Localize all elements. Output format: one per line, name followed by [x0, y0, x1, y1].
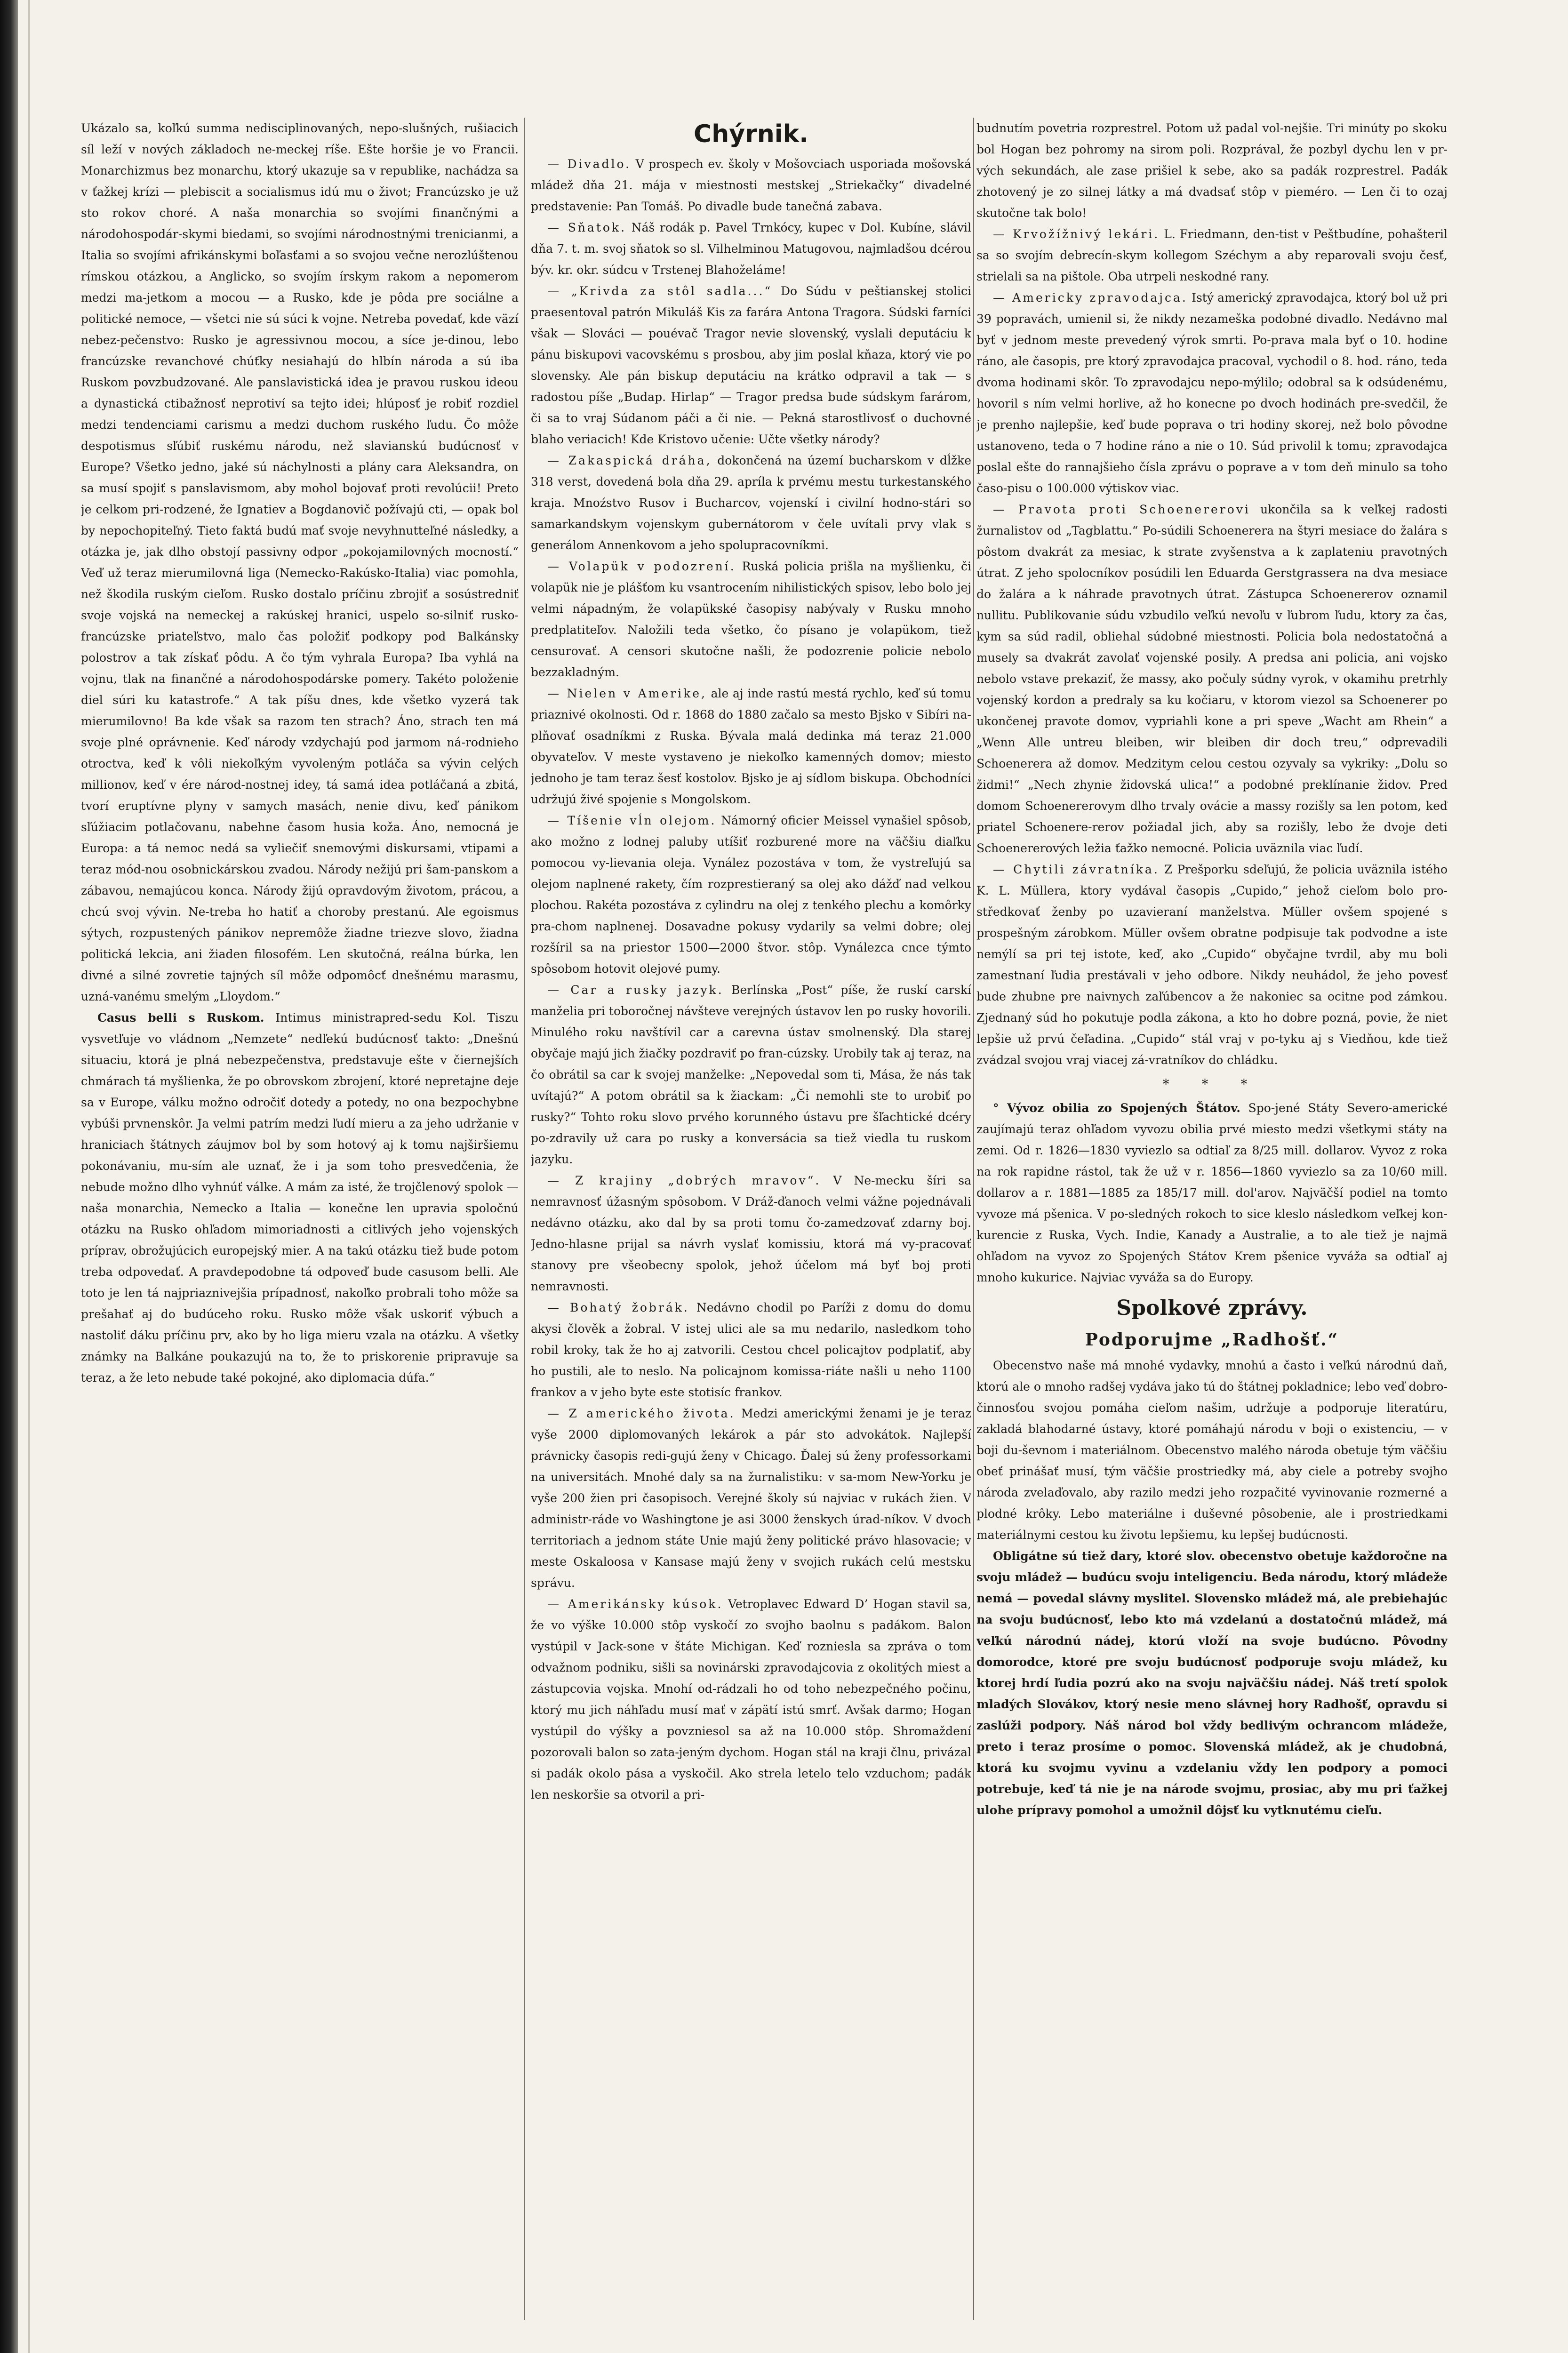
article-radhost-paragraph-1: Obecenstvo naše má mnohé vydavky, mnohú a často i veľkú národnú daň, ktorú ale o mnoho radšej vydáva jako tú do štátnej pokladnice; lebo veď dobro-činnosťou svojou pomáha cieľom našim, udržuje a podporuje literatúru, zakladá blahodarné ústavy, ktoré pomáhajú národu v boji o existenciu, — v boji du-ševnom i materiálnom. Obecenstvo malého národa obetuje tým väčšiu obeť prinášať musí, tým väčšie prostriedky má, aby ciele a potreby svojho národa zvelaďovalo, aby razilo medzi jeho rozpačité vyvinovanie rozmerné a plodné krôky. Lebo materiálne i duševné pôsobenie, ale i prostriedkami materiálnymi cestou ku životu lepšiemu, ku lepšej budúcnosti. — [976, 1359, 1448, 1542]
news-item-text: Medzi americkými ženami je je teraz vyše 2000 diplomovaných lekárok a pár sto advokátok. Najlepší právnicky časopis redi-gujú ženy v Chicago. Ďalej sú ženy professorkami na universitách. Mnohé daly sa na žurnalistiku: v sa-mom New-Yorku je vyše 200 žien pri časopisoch. Verejné školy sú najviac v rukách žien. V administr-ráde vo Washingtone je asi 3000 ženskych úrad-níkov. V dvoch territoriach a jednom státe Unie majú ženy politické právo hlasovacie; v meste Oskaloosa v Kansase majú ženy v svojich rukách celú mestsku správu. — [531, 1407, 971, 1590]
news-item-lead: — Volapük v podozrení. — [547, 560, 736, 573]
article-casus-belli-heading: Casus belli s Ruskom. — [97, 1011, 264, 1024]
news-item — [531, 556, 971, 683]
news-item-text: Náš rodák p. Pavel Trnkócy, kupec v Dol. Kubíne, slávil dňa 7. t. m. svoj sňatok so sl. Vilhelminou Matugovou, najmladšou dcérou býv. kr. okr. súdcu v Trstenej Blahoželáme! — [531, 221, 971, 277]
column-rule-1 — [524, 118, 525, 2320]
news-item — [531, 153, 971, 217]
news-item — [531, 1593, 971, 1805]
news-item-lead: — Z krajiny „dobrých mravov“. — [547, 1174, 821, 1187]
news-item-lead: — Car a rusky jazyk. — [547, 983, 724, 997]
article-radhost-paragraph-2: Obligátne sú tiež dary, ktoré slov. obecenstvo obetuje každoročne na svoju mládež — budúcu svoju inteligenciu. Beda národu, ktorý mládeže nemá — povedal slávny myslitel. Slovensko mládež má, ale prebiehajúc na svoju budúcnosť, lebo kto má vzdelanú a dostatočnú mládež, má veľkú národnú nádej, ktorú vloží na svoje budúcno. Pôvodny domorodce, ktoré pre svoju budúcnosť podporuje svoju mládež, ku ktorej hrdí ľudia pozrú ako na svoju najväčšiu nádej. Náš tretí spolok mladých Slovákov, ktorý nesie meno slávnej hory Radhošť, opravdu si zaslúži podpory. Náš národ bol vždy bedlivým ochrancom mládeže, preto i teraz prosíme o pomoc. Slovenská mládež, ak je chudobná, ktorá ku svojmu vyvinu a vzdelaniu vždy len podpory a pomoci potrebuje, keď tá nie je na národe svojmu, prosiac, aby mu pri ťažkej ulohe prípravy pomohol a umožnil dôjsť ku vytknutému cieľu. — [976, 1549, 1448, 1817]
column-rule-2 — [973, 118, 974, 2320]
section-title-spolkove-zpravy: Spolkové zprávy. — [1116, 1296, 1308, 1320]
news-item-text: V Ne-mecku šíri sa nemravnosť úžasným spôsobom. V Dráž-ďanoch velmi vážne pojednávali nedávno otázku, ako dal by sa proti tomu čo-zamedzovať zdarny boj. Jedno-hlasne prijal sa návrh vyslať komissiu, ktorá má vy-pracovať stanovy pre všeobecny spolok, jehož účelom má byť boj proti nemravnosti. — [531, 1174, 971, 1293]
article-casus-belli-text: Intimus ministrapred-sedu Kol. Tiszu vysvetľuje vo vládnom „Nemzete“ nedľekú budúcnosť takto: „Dnešnú situaciu, ktorá je plná nebezpečenstva, predstavuje ešte v čiernejších chmárach tá myšlienka, že po obrovskom zbrojení, ktoré nepretajne deje sa v Europe, válku možno odročiť dotedy a potedy, no ona bezpochybne vybúši prvnenskôr. Ja velmi patrím medzi ľudí mieru a za jeho udržanie v hraniciach štátnych záujmov bol by som hotový aj k tomu najširšiemu pokonávaniu, mu-sím ale uznať, že i ja som toho presvedčenia, že nebude možno dlho vyhnúť válke. A mám za isté, že trojčlenový spolok — naša monarchia, Nemecko a Italia — konečne len upravia spoločnú otázku na Rusko ohľadom mimoriadnosti a citlivých jeho vojenských príprav, obrožujúcich europejský mier. A na takú otázku tiež bude potom treba odpovedať. A pravdepodobne tá odpoveď bude casusom belli. Ale toto je len tá najpriaznivejšia prípadnosť, nakoľko probrali toho môže sa prešahať aj do budúceho roku. Rusko môže však uskoriť výbuch a nastoliť dáku príčinu prv, ako by ho liga mieru vzala na otázku. A všetky známky na Balkáne poukazujú na to, že to priskorenie pripravuje sa teraz, a že leto nebude také pokojné, ako diplomacia dúfa.“ — [81, 1011, 519, 1385]
news-item-text: V prospech ev. školy v Mošovciach usporiada mošovská mládež dňa 21. mája v miestnosti mestskej „Striekačky“ divadelné predstavenie: Pan Tomáš. Po divadle bude tanečná zabava. — [531, 157, 971, 213]
news-item-text: Berlínska „Post“ píše, že ruskí carskí manželia pri toboročnej návšteve verejných ústavov len po rusky hovorili. Minulého roku navštívil car a carevna ústav smolnenský. Dla starej obyčaje majú jich žiačky pozdraviť po fran-cúzsky. Urobily tak aj teraz, na čo obrátil sa car k svojej manželke: „Nepovedal som ti, Mása, že nás tak uvítajú?“ A potom obrátil sa k žiackam: „Či nemohli ste to urobiť po rusky?“ Tohto roku slovo prvého korunného ústavu pre šľachtické dcéry po-zdravily už cara po rusky a konversácia sa tiež viedla tu ruskom jazyku. — [531, 983, 971, 1166]
news-item-text: Do Súdu v peštianskej stolici praesentoval patrón Mikuláš Kis za farára Antona Tragora. Súdski farníci však — Slováci — pouévač Tragor nevie slovenský, vyslali deputáciu k pánu biskupovi vacovskému s prosbou, aby jim poslal kňaza, ktorý vie po slovensky. Ale pán biskup deputáciu na krátko odpravil a tak — s radostou píše „Budap. Hirlap“ — Tragor predsa bude súdskym farárom, či sa to vraj Súdanom páči a či nie. — Pekná starostlivosť o duchovné blaho veriacich! Kde Kristovo učenie: Učte všetky národy? — [531, 284, 971, 446]
news-item-lead: — Tíšenie vĺn olejom. — [547, 814, 717, 827]
news-item — [531, 1403, 971, 1593]
news-items-middle — [531, 153, 971, 1805]
news-item — [976, 287, 1448, 499]
section-title-chyrnik: Chýrnik. — [694, 120, 808, 148]
news-item — [531, 979, 971, 1170]
news-item-lead: — Pravota proti Schoenererovi — [993, 503, 1250, 516]
news-item-text: Istý americký zpravodajca, ktorý bol už pri 39 popravách, umienil si, že nikdy nezameška podobné divadlo. Nedávno mal byť v jednom meste prevedený výrok smrti. Po-prava mala byť o 10. hodine ráno, ale časopis, pre ktorý zpravodajca pracoval, vychodil o 8. hod. ráno, teda dvoma hodinami skôr. To zpravodajcu nepo-mýlilo; odobral sa k odsúdenému, hovoril s ním velmi horlive, až ho konecne po dvoch hodinách pre-svedčil, že je prenho najlepšie, keď bude poprava o tri hodiny skorej, než bolo pôvodne ustanoveno, teda o 7 hodine ráno a nie o 10. Súd privolil k tomu; zpravodajca poslal ešte do rannajšieho čísla zprávu o poprave a v tom deň minulo sa toho časo-pisu o 100.000 výtiskov viac. — [976, 291, 1448, 495]
scan-margin-line — [28, 0, 30, 2353]
article-continuation: Ukázalo sa, koľkú summa nedisciplinovaných, nepo-slušných, rušiacich síl leží v nových základoch ne-meckej ríše. Ešte horšie je vo Francii. Monarchizmus bez monarchu, ktorý ukazuje sa v republike, nachádza sa v ťažkej krízi — plebiscit a socialismus idú mu o život; Francúzsko je už sto rokov choré. A naša monarchia so svojími finančnými a národohospodár-skymi biedami, so svojími národnostnými trenicianmi, a Italia so svojími afrikánskymi boľasťami a so svojou večne nerozlúštenou rímskou otázkou, a Anglicko, so svojím írskym rakom a nepomerom medzi ma-jetkom a mocou — a Rusko, kde je pôda pre sociálne a politické nemoce, — všetci nie sú súci k vojne. Netreba povedať, kde väzí nebez-pečenstvo: Rusko je agressivnou mocou, a síce je-dinou, lebo francúzske revanchové chúťky nesiahajú do hlbín národa a sú iba Ruskom povzbudzované. Ale panslavistická idea je pravou ruskou ideou a dynastická ctibažnosť neprotiví sa tejto idei; hlúposť je robiť rozdiel medzi tendenciami carismu a medzi duchom ruského ľudu. Čo môže despotismus sľúbiť ruskému národu, než slavianskú budúcnosť v Europe? Všetko jedno, jaké sú náchylnosti a plány cara Aleksandra, on sa musí spojiť s panslavismom, aby mohol bojovať proti revolúcii! Preto je celkom pri-rodzené, že Ignatiev a Bogdanovič požívajú cti, — opak bol by nepochopiteľný. Tieto faktá budú mať svoje nevyhnutteľné následky, a otázka je, jak dlho obstojí passivny odpor „pokojamilovných mocností.“ Veď už teraz mierumilovná liga (Nemecko-Rakúsko-Italia) viac pomohla, než škodila ruským cieľom. Rusko dostalo príčinu zbrojiť a sosústredniť svoje vojská na nemeckej a rakúskej hranici, uspelo so-silniť rusko-francúzske priateľstvo, malo čas položiť podkopy pod Balkánsky polostrov a tak získať pôdu. A čo tým vyhrala Europa? Iba vyhlá na vojnu, tlak na finančné a národohospodárske pomery. Takéto položenie diel súri ku katastrofe.“ A tak píšu dnes, kde všetko vyzerá tak mierumilovno! Ba kde však sa razom ten strach? Áno, strach ten má svoje plné oprávnenie. Keď národy vzdychajú pod jarmom ná-rodnieho otroctva, keď k vôli niekoľkým vyvoleným potláča sa vývin celých millionov, keď v ére národ-nostnej idey, tá samá idea potláčaná a zbitá, tvorí eruptívne plyny v samych masách, nenie divu, keď pánikom sľúžiacim potlačovanu, nabehne časom husia koža. Áno, nemocná je Europa: a tá nemoc nedá sa vyliečiť snemovými diskursami, vtipami a teraz mód-nou osobnickárskou zvadou. Národy nežijú pri šam-panskom a zábavou, nemajúcou konca. Národy žijú opravdovým životom, prácou, a chcú svoj vývin. Ne-treba ho hatiť a choroby prestanú. Ale egoismus sýtych, rozpustených pánikov nepremôže žiadne triezve slovo, žiadna politická lekcia, ani žiaden filosofém. Len skutočná, reálna búrka, len divné a silné zovretie tajných síl môže odpomôcť dnešnému marasmu, uzná-vanému smelým „Lloydom.“ — [81, 121, 519, 1003]
book-binding-edge — [0, 0, 18, 2353]
news-item-text: L. Friedmann, den-tist v Peštbudíne, pohašteril sa so svojím debrecín-skym kollegom Széchym a aby reparovali svoju česť, strielali sa na pištole. Oba utrpeli neskodné rany. — [976, 227, 1448, 283]
news-item — [531, 1297, 971, 1403]
news-item-text: ale aj inde rastú mestá rychlo, keď sú tomu priaznivé okolnosti. Od r. 1868 do 1880 začalo sa mesto Bjsko v Sibíri na-plňovať osadníkmi z Ruska. Bývala malá dedinka má teraz 21.000 obyvateľov. V meste vystaveno je niekoľko kamenných domov; miesto jednoho je tam teraz šesť kostolov. Bjsko je aj sídlom biskupa. Obchodníci udržujú živé spojenie s Mongolskom. — [531, 687, 971, 806]
news-item-lead: — Americky zpravodajca. — [993, 291, 1188, 304]
news-item-lead: — „Krivda za stôl sadla...“ — [547, 284, 773, 298]
news-item-lead: — Nielen v Amerike, — [547, 687, 707, 700]
news-item-text: Ruská policia prišla na myšlienku, či volapük nie je plášťom ku vsantrocením nihilistických spisov, lebo bolo jej velmi nápadným, že volapükské časopisy nabývaly v Rusku mnoho predplatiteľov. Naložili teda všetko, čo písano je volapükom, tiež censurovať. A censori skutočne našli, že podozrenie policie nebolo bezzakladným. — [531, 560, 971, 679]
news-item-lead: — Divadlo. — [547, 157, 632, 171]
news-item-lead: — Chytili závratníka. — [993, 863, 1160, 876]
news-item-lead: — Z amerického života. — [547, 1407, 736, 1420]
news-item-text: Nedávno chodil po Paríži z domu do domu akysi člověk a žobral. V istej ulici ale sa mu nedarilo, nasledkom toho robil kroky, tak že ho aj zatvorili. Cestou chcel policajtov podplatiť, aby ho pustili, ale to neslo. Na policajnom komissa-riáte našli u neho 1100 frankov a v jeho byte este stotisíc frankov. — [531, 1301, 971, 1399]
news-item — [976, 859, 1448, 1071]
news-item — [976, 224, 1448, 287]
news-item-lead: — Krvožížnivý lekári. — [993, 227, 1160, 241]
section-separator-stars: * * * — [1162, 1076, 1262, 1092]
news-item-text: Z Prešporku sdeľujú, že policia uväznila istého K. L. Müllera, ktory vydával časopis „Cupido,“ jehož cieľom bolo pro-středkovať ženby po uzavieraní manželstva. Müller ovšem spojené s prospešným zárobkom. Müller ovšem obratne podpisuje tak podvodne a iste nemýlí sa pri tej istote, keď, ako „Cupido“ obyčajne tvrdil, aby mu boli zamestnaní ľudia prestávali v jeho odbore. Nikdy neuhádol, že jeho povesť bude zhubne pre naivnych zaľúbencov a že nakoniec sa ocitne pod zámkou. Zjednaný súd ho pokutuje podla zákona, a kto ho dobre pozná, povie, že niet lepšie už prvú čeľadina. „Cupido“ stál vraj v po-tyku aj s Viedňou, kde tiež zvádzal svojou vraj viacej zá-vratníkov do chládku. — [976, 863, 1448, 1067]
news-items-right — [976, 224, 1448, 1071]
article-grain-export-text: Spo-jené Státy Severo-americké zaujímajú teraz ohľadom vyvozu obilia prvé miesto medzi všetkymi státy na zemi. Od r. 1826—1830 vyviezlo sa odtiaľ za 8/25 mill. dollarov. Vyvoz z roka na rok rapidne rástol, tak že už v r. 1856—1860 vyviezlo sa za 10/60 mill. dollarov a r. 1881—1885 za 185/17 mill. dol'arov. Najväčší podiel na tomto vyvoze má pšenica. V po-sledných rokoch to sice kleslo následkom veľkej kon-kurencie z Ruska, Vych. Indie, Kanady a Australie, a to ale tiež je najmä ohľadom na vyvoz zo Spojených Státov Krem pšenice vyváža sa odtiaľ aj mnoho kukurice. Najviac vyváža sa do Europy. — [976, 1101, 1448, 1284]
news-item — [531, 280, 971, 450]
article-grain-export — [976, 1097, 1448, 1288]
news-item-lead: — Amerikánsky kúsok. — [547, 1597, 723, 1611]
section-subtitle-radhost: Podporujme „Radhošť.“ — [1085, 1330, 1339, 1350]
news-item — [531, 1170, 971, 1297]
news-item — [976, 499, 1448, 859]
news-item-lead: — Zakaspická dráha, — [547, 454, 712, 467]
news-item-text: Námorný oficier Meissel vynašiel spôsob, ako možno z lodnej paluby utíšiť rozburené more na väčšiu diaľku pomocou vy-lievania oleja. Vynález pozostáva v tom, že vystreľujú sa olejom naplnené rakety, čím rozprestieraný sa olej ako dážď nad velkou plochou. Rakéta pozostáva z cylindru na olej z tenkého plechu a komôrky pra-chom naplnenej. Dosavadne pokusy vydarily sa velmi dobre; olej rozšíril sa na priestor 1500—2000 štvor. stôp. Vynálezca cnce týmto spôsobom hotovit olejové pumy. — [531, 814, 971, 976]
column-right — [976, 118, 1448, 2329]
article-casus-belli — [81, 1007, 519, 1388]
column-middle — [531, 118, 971, 2329]
news-item-text: dokončená na území bucharskom v dĺžke 318 verst, dovedená bola dňa 29. apríla k prvému mestu turkestanského kraja. Mnoźstvo Rusov i Bucharcov, vojenskí i civilní hodno-stári so samarkandskym vojenskym gubernátorom v čele uvítali prvy vlak s generálom Annenkovom a jeho spolupracovníkmi. — [531, 454, 971, 552]
column-left — [81, 118, 519, 2329]
news-item — [531, 217, 971, 280]
news-item — [531, 450, 971, 556]
news-item-lead: — Sňatok. — [547, 221, 627, 234]
news-item-lead: — Bohatý žobrák. — [547, 1301, 689, 1314]
news-item — [531, 683, 971, 810]
news-item-text: ukončila sa k veľkej radosti žurnalistov od „Tagblattu.“ Po-súdili Schoenerera na štyri mesiace do žalára s pôstom dvakrát za mesiac, k strate zvyšenstva a k zaplateniu pravotných útrat. Z jeho spolocníkov posúdili len Eduarda Gerstgrassera na dva mesiace do žalára a k náhrade pravotnych útrat. Zástupca Schoenererov oznamil nullitu. Publikovanie súdu vzbudilo veľkú nevoľu v ľubrom ľudu, ktory za čas, kym sa súd radil, obliehal súdobné miestnosti. Policia bola nedostatočná a musely sa dvakrát zavolať vojenské posily. A predsa ani policia, ani vojsko nebolo vstave prekaziť, že massy, ako počuly súdny vyrok, v okamihu pretrhly vojenský kordon a predraly sa ku kočiaru, v ktorom viezol sa Schoenerer po ukončenej pravote domov, vypriahli kone a pri speve „Wacht am Rhein“ a „Wenn Alle untreu bleiben, wir bleiben dir doch treu,“ odprevadili Schoenerera až domov. Medzitym celou cestou ozyvaly sa vykriky: „Dolu so židmi!“ „Nech zhynie židovská ulica!“ a podobné preklínanie židov. Pred domom Schoenererovym dlho trvaly ovácie a massy rozišly sa len potom, keď priatel Schoenere-rerov požiadal jich, aby sa rozišly, lebo že dvoje deti Schoenererových ležia ťažko nemocné. Policia uväznila viac ľudí. — [976, 503, 1448, 855]
article-grain-export-heading: ° Vývoz obilia zo Spojených Štátov. — [993, 1101, 1240, 1115]
news-item — [531, 810, 971, 979]
news-continuation: budnutím povetria rozprestrel. Potom už padal vol-nejšie. Tri minúty po skoku bol Hogan bez pohromy na sirom poli. Rozprával, že pozbyl dychu len v pr-vých sekundách, ale zase prišiel k sebe, ako sa padák rozprestrel. Padák zhotovený je zo silnej látky a má dvadsať stôp v pieméro. — Len či to ozaj skutočne tak bolo! — [976, 121, 1448, 220]
news-item-text: Vetroplavec Edward D’ Hogan stavil sa, že vo výške 10.000 stôp vyskočí zo svojho baolnu s padákom. Balon vystúpil v Jack-sone v štáte Michigan. Keď rozniesla sa zpráva o tom odvažnom podniku, sišli sa novinárski zpravodajcovia z okolitých miest a zástupcovia vojska. Mnohí od-rádzali ho od toho nebezpečného počinu, ktorý mu jich náhľadu musí mať v zápätí istú smrť. Avšak darmo; Hogan vystúpil do výšky a povzniesol sa až na 10.000 stôp. Shromaždení pozorovali balon so zata-jeným dychom. Hogan stál na kraji člnu, privázal si padák okolo pása a vyskočil. Ako strela letelo telo vzduchom; padák len neskoršie sa otvoril a pri- — [531, 1597, 971, 1801]
